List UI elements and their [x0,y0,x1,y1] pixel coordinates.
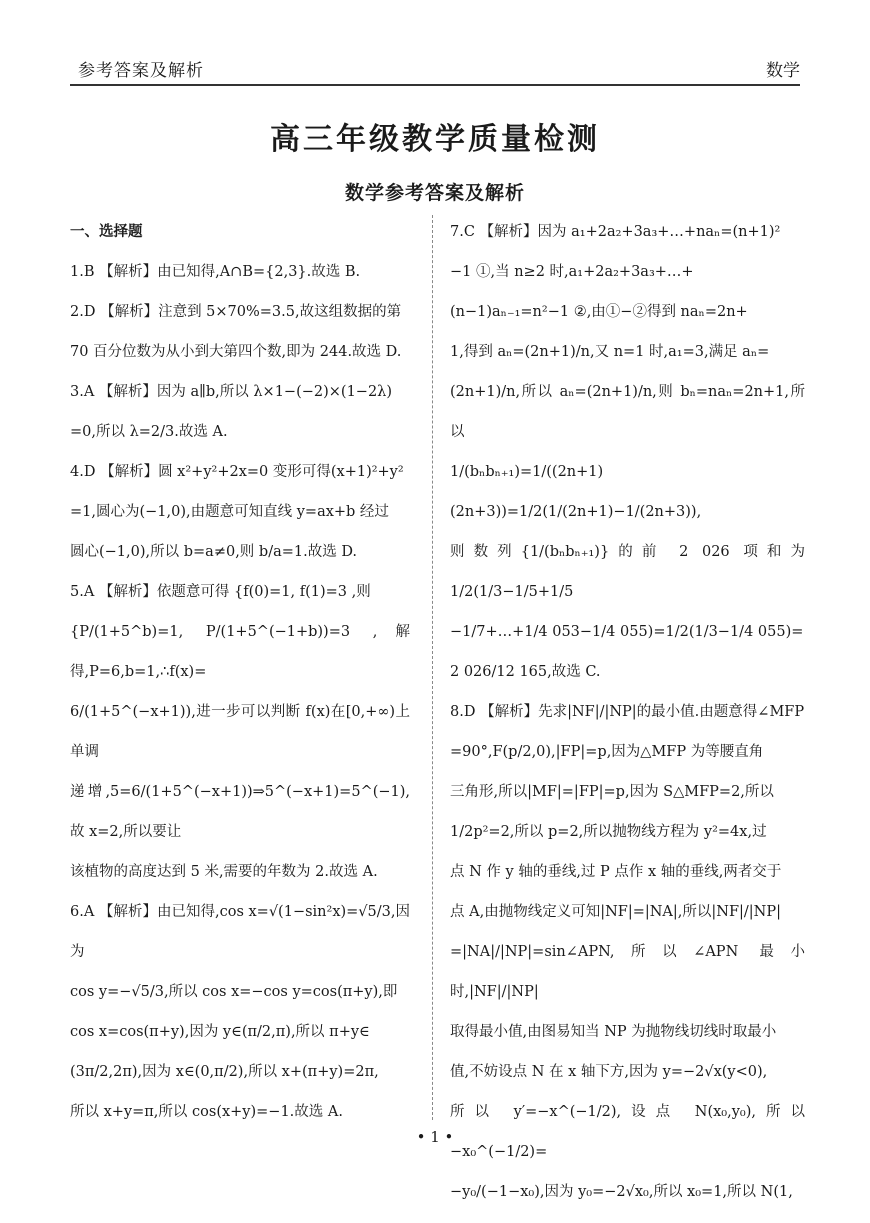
header-left-text: 参考答案及解析 [78,61,204,81]
text-line: 2.D 【解析】注意到 5×70%=3.5,故这组数据的第 [70,304,402,320]
text-line: 点 N 作 y 轴的垂线,过 P 点作 x 轴的垂线,两者交于 [450,864,782,880]
text-line: 5.A 【解析】依题意可得 {f(0)=1, f(1)=3 ,则 [70,584,371,600]
text-line: 1,得到 aₙ=(2n+1)/n,又 n=1 时,a₁=3,满足 aₙ= [450,344,770,360]
page-number: • 1 • [416,1128,454,1146]
text-line: =0,所以 λ=2/3.故选 A. [70,424,228,440]
text-line: −1/7+…+1/4 053−1/4 055)=1/2(1/3−1/4 055)= [450,624,804,640]
text-line: 6/(1+5^(−x+1)),进一步可以判断 f(x)在[0,+∞)上单调 [70,704,410,760]
text-line: 3.A 【解析】因为 a∥b,所以 λ×1−(−2)×(1−2λ) [70,384,393,400]
text-line: 1.B 【解析】由已知得,A∩B={2,3}.故选 B. [70,264,361,280]
text-line: 三角形,所以|MF|=|FP|=p,因为 S△MFP=2,所以 [450,784,774,800]
text-line: 则数列{1/(bₙbₙ₊₁)}的前 2 026 项和为 1/2(1/3−1/5+1/5 [450,544,805,600]
text-line: 70 百分位数为从小到大第四个数,即为 244.故选 D. [70,344,402,360]
text-line: 6.A 【解析】由已知得,cos x=√(1−sin²x)=√5/3,因为 [70,904,410,960]
page-subtitle: 数学参考答案及解析 [344,182,525,204]
text-line: 递增,5=6/(1+5^(−x+1))⇒5^(−x+1)=5^(−1),故 x=2,所以要让 [70,784,410,840]
text-line: 值,不妨设点 N 在 x 轴下方,因为 y=−2√x(y<0), [450,1064,768,1080]
text-line: −1 ①,当 n≥2 时,a₁+2a₂+3a₃+…+ [450,264,694,280]
text-line: cos x=cos(π+y),因为 y∈(π/2,π),所以 π+y∈ [70,1024,370,1040]
column-divider [432,215,433,1120]
text-line: =90°,F(p/2,0),|FP|=p,因为△MFP 为等腰直角 [450,744,764,760]
text-line: 圆心(−1,0),所以 b=a≠0,则 b/a=1.故选 D. [70,544,358,560]
header-right-text: 数学 [766,61,800,81]
text-line: 1/(bₙbₙ₊₁)=1/((2n+1)(2n+3))=1/2(1/(2n+1)−1/(2n+3)), [450,464,702,520]
text-line: (3π/2,2π),因为 x∈(0,π/2),所以 x+(π+y)=2π, [70,1064,379,1080]
text-line: 4.D 【解析】圆 x²+y²+2x=0 变形可得(x+1)²+y² [70,464,404,480]
page-header [70,56,800,88]
text-line: 2 026/12 165,故选 C. [450,664,601,680]
text-line: 7.C 【解析】因为 a₁+2a₂+3a₃+…+naₙ=(n+1)² [450,224,781,240]
text-line: cos y=−√5/3,所以 cos x=−cos y=cos(π+y),即 [70,984,398,1000]
left-column [70,212,410,1132]
header-rule [70,84,800,86]
text-line: =|NA|/|NP|=sin∠APN,所以∠APN 最小时,|NF|/|NP| [450,944,805,1000]
text-line: =1,圆心为(−1,0),由题意可知直线 y=ax+b 经过 [70,504,389,520]
text-line: {P/(1+5^b)=1, P/(1+5^(−1+b))=3 ,解得,P=6,b=1,∴f(x)= [70,624,410,680]
section-heading: 一、选择题 [70,223,143,240]
text-line: 所以 x+y=π,所以 cos(x+y)=−1.故选 A. [70,1104,343,1120]
text-line: −y₀/(−1−x₀),因为 y₀=−2√x₀,所以 x₀=1,所以 N(1, [450,1184,793,1200]
right-column [450,212,805,1212]
text-line: (2n+1)/n,所以 aₙ=(2n+1)/n,则 bₙ=naₙ=2n+1,所以 [450,384,805,440]
text-line: 取得最小值,由图易知当 NP 为抛物线切线时取最小 [450,1024,777,1040]
text-line: 该植物的高度达到 5 米,需要的年数为 2.故选 A. [70,864,378,880]
page-title: 高三年级教学质量检测 [270,122,600,157]
text-line: (n−1)aₙ₋₁=n²−1 ②,由①−②得到 naₙ=2n+ [450,304,748,320]
text-line: 8.D 【解析】先求|NF|/|NP|的最小值.由题意得∠MFP [450,704,805,720]
text-line: 所以 y′=−x^(−1/2),设点 N(x₀,y₀),所以 −x₀^(−1/2)= [450,1104,805,1160]
text-line: 点 A,由抛物线定义可知|NF|=|NA|,所以|NF|/|NP| [450,904,782,920]
text-line: 1/2p²=2,所以 p=2,所以抛物线方程为 y²=4x,过 [450,824,767,840]
